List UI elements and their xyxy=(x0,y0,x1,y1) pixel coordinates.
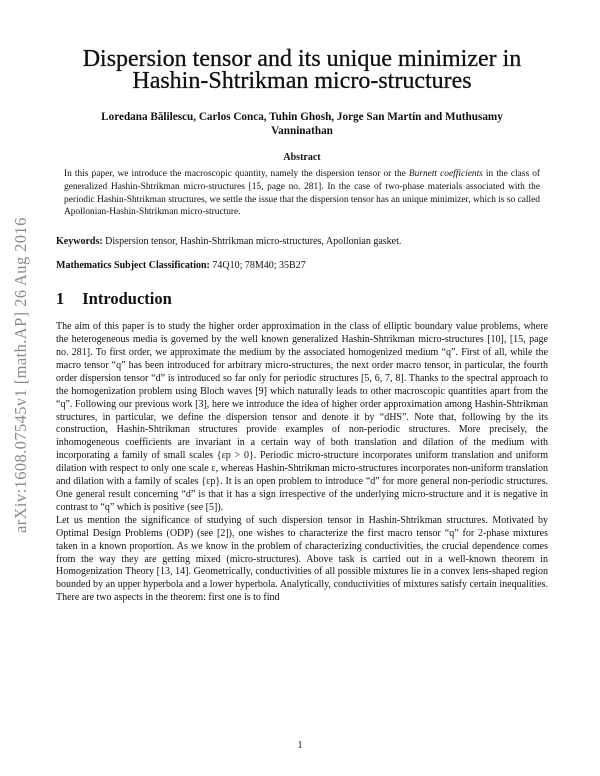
abstract-text xyxy=(64,168,540,219)
msc-text: 74Q10; 78M40; 35B27 xyxy=(209,260,306,272)
abstract-text-part-2: in the class of generalized Hashin-Shtrikman micro-structures [15, page no. 281]. In the case of two-phase materials associated with the periodic Hashin-Shtrikman structures, we settle the issue that the dispersion tensor has an unique minimizer, which is so called Apollonian-Hashin-Shtrikman micro-structure. xyxy=(64,169,541,218)
paragraph: The aim of this paper is to study the higher order approximation in the class of elliptic boundary value problems, where the heterogeneous media is governed by the well known generalized Hashin-Shtrikman micro-structures [10], [15, page no. 281]. To first order, we approximate the medium by the associated homogenized medium “q”. First of all, while the macro tensor “q” has been introduced for arbitrary micro-structures, the next order macro tensor, in particular, the fourth order dispersion tensor “d” is introduced so far only for periodic structures [5, 6, 7, 8]. Thanks to the spectral approach to the homogenization problem using Bloch waves [9] which naturally leads to other macroscopic quantities apart from the “q”. Following our previous work [3], here we introduce the idea of higher order approximation among Hashin-Shtrikman structures, in particular, we define the dispersion tensor and denote it by “dHS”. Note that, following by the its construction, Hashin-Shtrikman structures provide examples of non-periodic structures. More precisely, the inhomogeneous coefficients are invariant in a certain way of both translation and dilation of the medium with incorporating a family of small scales {εp > 0}. Periodic micro-structure incorporates uniform translation and uniform dilation with respect to only one scale ε, whereas Hashin-Shtrikman micro-structures incorporates non-uniform translation and dilation with a family of scales {εp}. It is an open problem to introduce “d” for more general non-periodic structures. One general result concerning “d” is that it has a sign irrespective of the underlying micro-structure and it is negative in contrast to “q” which is positive (see [5]). xyxy=(56,321,548,513)
paper-title: Dispersion tensor and its unique minimizer in Hashin-Shtrikman micro-structures xyxy=(82,46,522,94)
section-heading xyxy=(56,289,548,309)
abstract-heading: Abstract xyxy=(283,152,321,163)
msc-label: Mathematics Subject Classification: xyxy=(56,260,210,272)
section-number: 1 xyxy=(56,289,65,309)
keywords-text: Dispersion tensor, Hashin-Shtrikman micro-structures, Apollonian gasket. xyxy=(102,236,402,248)
section-title: Introduction xyxy=(82,289,172,309)
author-list: Loredana Bălilescu, Carlos Conca, Tuhin Ghosh, Jorge San Martín and Muthusamy Vanninathan xyxy=(101,111,503,137)
subject-classification xyxy=(56,260,548,271)
paragraph: Let us mention the significance of studying of such dispersion tensor in Hashin-Shtrikman structures. Motivated by Optimal Design Problems (ODP) (see [2]), one wishes to characterize the first macro tensor “q” for 2-phase mixtures taken in a known proportion. As we know in the problem of characterizing conductivities, the crucial dependence comes from the way they are getting mixed (micro-structures). Above task is carried out in a well-known theorem in Homogenization Theory [13, 14]. Geometrically, conductivities of all possible mixtures lie in a convex lens-shaped region bounded by an upper hyperbola and a lower hyperbola. Analytically, conductivities of mixtures satisfy certain inequalities. There are two aspects in the theorem: first one is to find xyxy=(56,514,548,604)
section-body xyxy=(56,321,548,605)
abstract-italic-term: Burnett coefficients xyxy=(408,169,483,179)
page-number: 1 xyxy=(297,740,303,751)
keywords-label: Keywords: xyxy=(56,236,103,248)
paper-page xyxy=(56,48,548,605)
arxiv-identifier: arXiv:1608.07545v1 [math.AP] 26 Aug 2016 xyxy=(11,217,30,533)
keywords xyxy=(56,236,548,247)
abstract-text-part-1: In this paper, we introduce the macroscopic quantity, namely the dispersion tensor or the xyxy=(64,169,409,179)
